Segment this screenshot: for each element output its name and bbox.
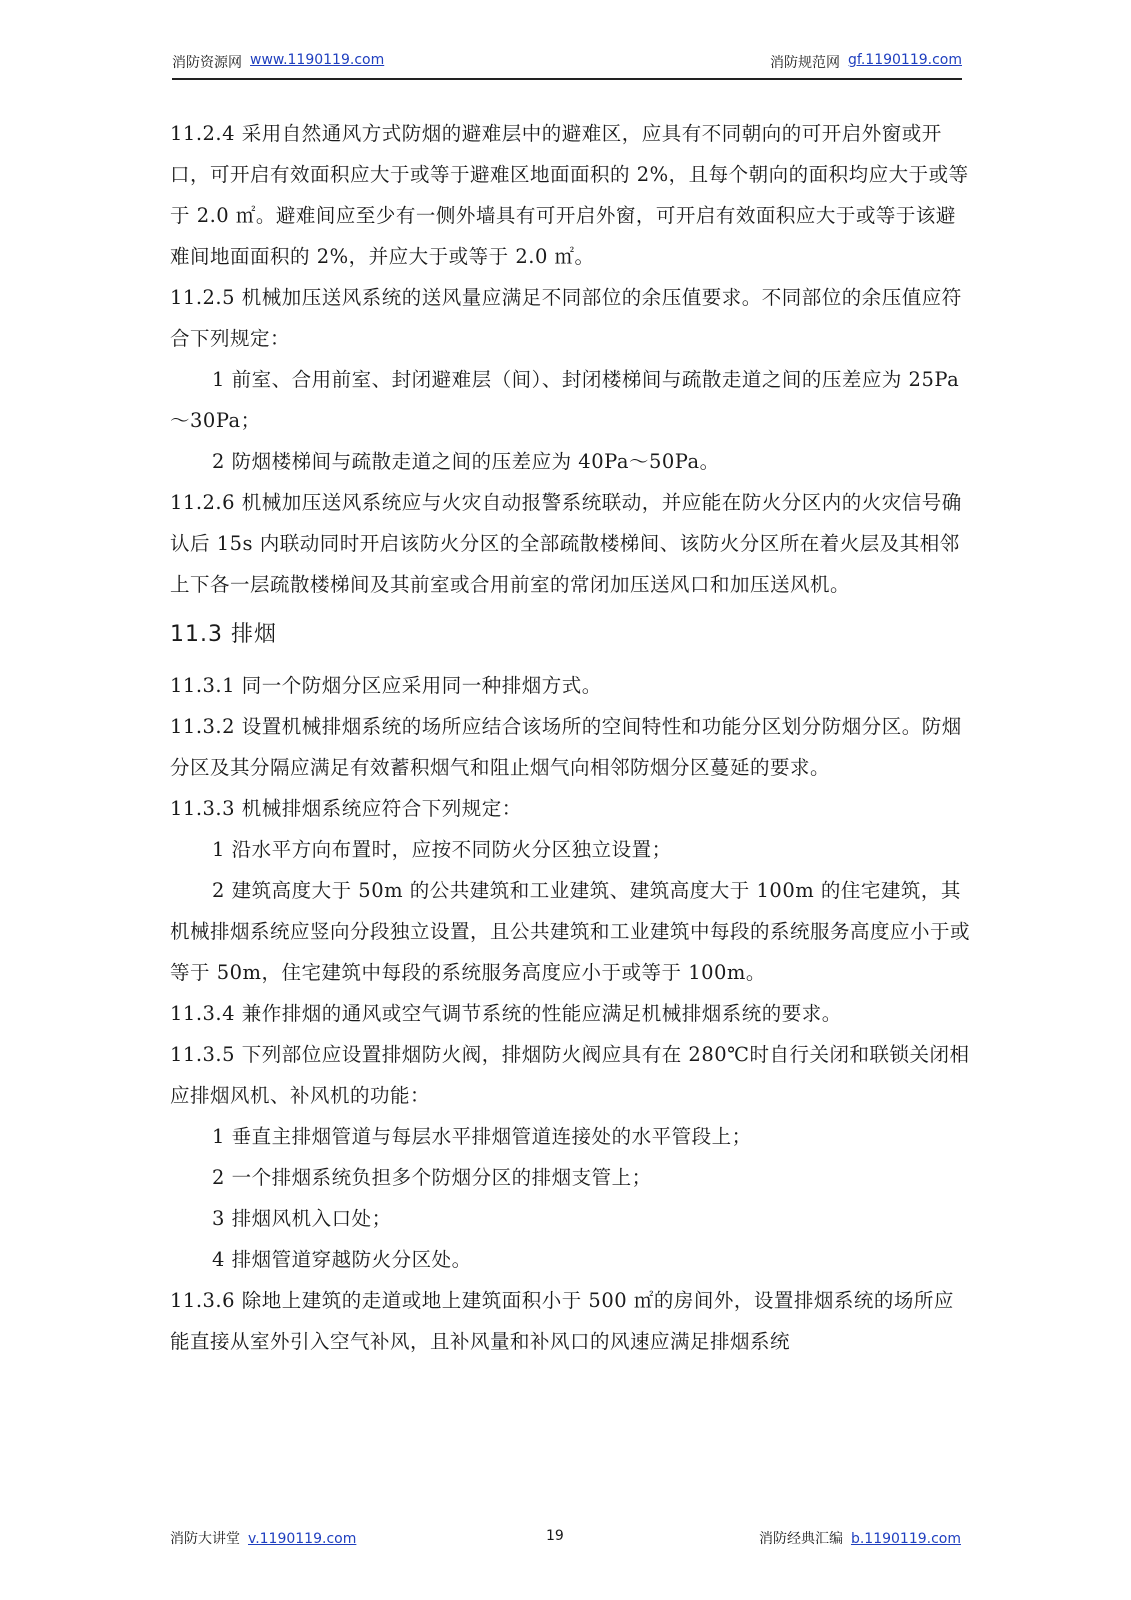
clause-11-3-1: 11.3.1 同一个防烟分区应采用同一种排烟方式。	[170, 674, 602, 697]
section-heading: 11.3 排烟	[170, 622, 277, 647]
clause-11-2-5: 11.2.5 机械加压送风系统的送风量应满足不同部位的余压值要求。不同部位的余压值应符合下列规定：	[170, 286, 962, 350]
clause-11-3-5-item-1: 1 垂直主排烟管道与每层水平排烟管道连接处的水平管段上；	[212, 1125, 752, 1148]
clause-11-3-5-item-2: 2 一个排烟系统负担多个防烟分区的排烟支管上；	[212, 1166, 652, 1189]
clause-11-3-5-item-3: 3 排烟风机入口处；	[212, 1207, 392, 1230]
header-right	[770, 52, 962, 72]
clause-11-3-6: 11.3.6 除地上建筑的走道或地上建筑面积小于 500 ㎡的房间外，设置排烟系统的场所应能直接从室外引入空气补风，且补风量和补风口的风速应满足排烟系统	[170, 1289, 954, 1353]
document-body	[170, 113, 970, 1362]
clause-11-2-5-item-2: 2 防烟楼梯间与疏散走道之间的压差应为 40Pa～50Pa。	[212, 450, 720, 473]
clause-11-3-2: 11.3.2 设置机械排烟系统的场所应结合该场所的空间特性和功能分区划分防烟分区。防烟分区及其分隔应满足有效蓄积烟气和阻止烟气向相邻防烟分区蔓延的要求。	[170, 715, 962, 779]
clause-11-3-5-item-4: 4 排烟管道穿越防火分区处。	[212, 1248, 472, 1271]
page-number: 19	[546, 1528, 564, 1544]
clause-11-3-3: 11.3.3 机械排烟系统应符合下列规定：	[170, 797, 522, 820]
clause-11-3-3-item-2: 2 建筑高度大于 50m 的公共建筑和工业建筑、建筑高度大于 100m 的住宅建筑，其机械排烟系统应竖向分段独立设置，且公共建筑和工业建筑中每段的系统服务高度应小于或等于 50m，住宅建筑中每段的系统服务高度应小于或等于 100m。	[170, 879, 971, 984]
footer-right	[759, 1528, 961, 1548]
page-header	[172, 52, 962, 80]
header-left	[172, 52, 384, 72]
header-left-link[interactable]: www.1190119.com	[250, 52, 385, 68]
footer-right-label: 消防经典汇编	[758, 1531, 843, 1547]
header-right-link[interactable]: gf.1190119.com	[848, 52, 962, 68]
header-right-label: 消防规范网	[770, 55, 841, 71]
footer-right-link[interactable]: b.1190119.com	[850, 1531, 961, 1547]
footer-left	[170, 1528, 356, 1548]
clause-11-3-4: 11.3.4 兼作排烟的通风或空气调节系统的性能应满足机械排烟系统的要求。	[170, 1002, 842, 1025]
clause-11-2-6: 11.2.6 机械加压送风系统应与火灾自动报警系统联动，并应能在防火分区内的火灾信号确认后 15s 内联动同时开启该防火分区的全部疏散楼梯间、该防火分区所在着火层及其相邻上下各一层疏散楼梯间及其前室或合用前室的常闭加压送风口和加压送风机。	[170, 491, 962, 596]
page-footer	[170, 1528, 961, 1552]
clause-11-2-5-item-1: 1 前室、合用前室、封闭避难层（间）、封闭楼梯间与疏散走道之间的压差应为 25Pa～30Pa；	[170, 368, 960, 432]
clause-11-3-5: 11.3.5 下列部位应设置排烟防火阀，排烟防火阀应具有在 280℃时自行关闭和联锁关闭相应排烟风机、补风机的功能：	[170, 1043, 970, 1107]
header-left-label: 消防资源网	[172, 55, 242, 71]
footer-left-label: 消防大讲堂	[170, 1531, 240, 1547]
footer-left-link[interactable]: v.1190119.com	[248, 1531, 357, 1547]
clause-11-2-4: 11.2.4 采用自然通风方式防烟的避难层中的避难区，应具有不同朝向的可开启外窗或开口，可开启有效面积应大于或等于避难区地面面积的 2%，且每个朝向的面积均应大于或等于 2.0 ㎡。避难间应至少有一侧外墙具有可开启外窗，可开启有效面积应大于或等于该避难间地面面积的 2%，并应大于或等于 2.0 ㎡。	[170, 122, 969, 268]
clause-11-3-3-item-1: 1 沿水平方向布置时，应按不同防火分区独立设置；	[212, 838, 672, 861]
